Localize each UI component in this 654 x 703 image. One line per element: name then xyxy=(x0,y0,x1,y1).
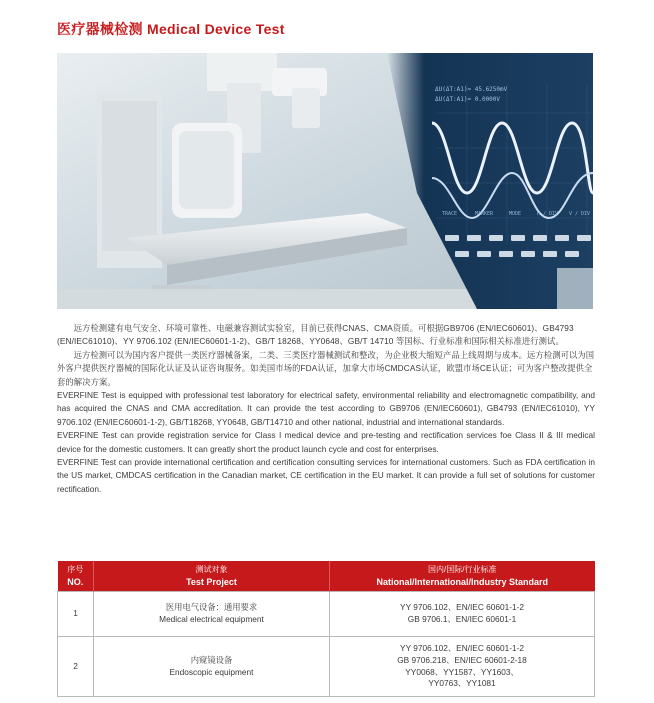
svg-text:H / DIV: H / DIV xyxy=(537,211,559,217)
header-test-project: 测试对象 Test Project xyxy=(94,561,330,592)
paragraph-en-1: EVERFINE Test is equipped with professional test laboratory for electrical safety, environmental reliability and electromagnetic compatibility, and has acquired the CNAS and CMA accreditation. It can provide the test according to GB9706 (EN/IEC60601), GB4793 (EN/IEC61010), YY 9706.102 (EN/IEC60601-1-2), GB/T18268, YY0648, GB/T14710 and other national, industrial and international standards. xyxy=(57,390,595,427)
svg-text:TRACE: TRACE xyxy=(442,211,458,217)
intro-text xyxy=(57,322,595,496)
scope-readout-2: ΔU(ΔT:A1)= 0.0000V xyxy=(435,96,501,103)
row-standards: YY 9706.102、EN/IEC 60601-1-2 GB 9706.218、EN/IEC 60601-2-18 YY0068、YY1587、YY1603、 YY0763、YY1081 xyxy=(330,637,595,697)
scope-readout-1: ΔU(ΔT:A1)= 45.6250mV xyxy=(435,86,508,93)
page-title: 医疗器械检测 Medical Device Test xyxy=(57,21,285,37)
svg-text:V / DIV: V / DIV xyxy=(569,211,591,217)
paragraph-en-3: EVERFINE Test can provide international certification and certification consulting services for international customers. Such as FDA certification in the US market, CMDCAS certification in the Canadian market, CE certification in the EU market. It can provide a full set of solutions for customer rectification. xyxy=(57,457,595,494)
row-standards: YY 9706.102、EN/IEC 60601-1-2 GB 9706.1、EN/IEC 60601-1 xyxy=(330,592,595,637)
row-no: 2 xyxy=(58,637,94,697)
paragraph-en-2: EVERFINE Test can provide registration service for Class I medical device and pre-testing and rectification services foe Class II & III medical device for the domestic customers. It can greatly short the product launch cycle and cost for enterprises. xyxy=(57,430,595,454)
medical-lab-illustration xyxy=(57,53,593,309)
table-row xyxy=(58,637,595,697)
row-no: 1 xyxy=(58,592,94,637)
paragraph-zh-1: 远方检测建有电气安全、环境可靠性、电磁兼容测试实验室，目前已获得CNAS、CMA资质。可根据GB9706 (EN/IEC60601)、GB4793 (EN/IEC61010)、YY 9706.102 (EN/IEC60601-1-2)、GB/T 18268、YY0648、GB/T 14710 等国标、行业标准和国际相关标准进行测试。 xyxy=(57,323,574,347)
header-standard: 国内/国际/行业标准 National/International/Industry Standard xyxy=(330,561,595,592)
table-header-row xyxy=(58,561,595,592)
standards-table xyxy=(57,561,595,697)
table-row xyxy=(58,592,595,637)
header-no: 序号 NO. xyxy=(58,561,94,592)
row-project: 内窥镜设备 Endoscopic equipment xyxy=(94,637,330,697)
row-project: 医用电气设备：通用要求 Medical electrical equipment xyxy=(94,592,330,637)
svg-text:MARKER: MARKER xyxy=(475,211,494,217)
hero-image xyxy=(57,53,593,309)
svg-text:MODE: MODE xyxy=(509,211,522,217)
paragraph-zh-2: 远方检测可以为国内客户提供一类医疗器械备案，二类、三类医疗器械测试和整改，为企业极大缩短产品上线周期与成本。远方检测可以为国外客户提供医疗器械的国际化认证及认证咨询服务。如美国市场的FDA认证，加拿大市场CMDCAS认证，欧盟市场CE认证；可为客户整改提供全套的解决方案。 xyxy=(57,349,595,387)
